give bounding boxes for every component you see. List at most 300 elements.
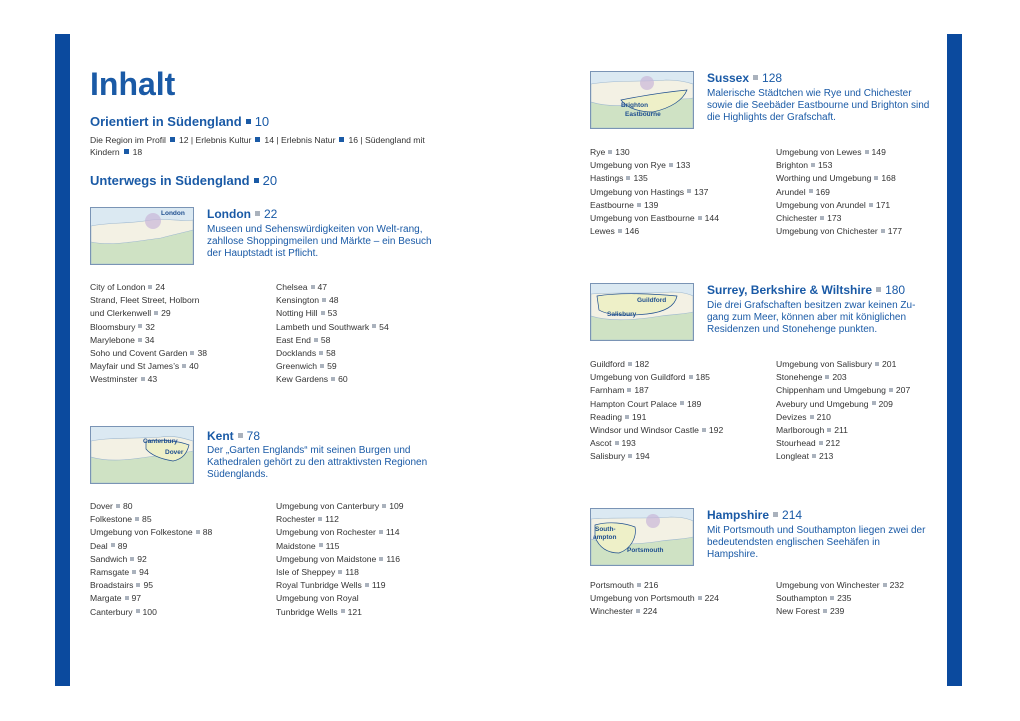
place-name: Umgebung von Canterbury [276, 501, 380, 511]
place-entry[interactable] [276, 566, 404, 579]
square-marker-icon [872, 401, 876, 405]
place-page: 100 [142, 606, 157, 617]
place-name: Devizes [776, 411, 807, 422]
place-entry[interactable] [90, 360, 207, 373]
place-page: 187 [634, 385, 649, 396]
place-entry[interactable] [776, 384, 910, 397]
place-name: Stourhead [776, 438, 816, 449]
place-name: Worthing und Umgebung [776, 173, 872, 184]
square-marker-icon [125, 596, 129, 600]
square-marker-icon [698, 596, 702, 600]
section-unterwegs[interactable] [90, 173, 277, 188]
square-marker-icon [628, 454, 632, 458]
place-entry[interactable] [276, 500, 404, 513]
square-marker-icon [331, 377, 335, 381]
square-marker-icon [379, 530, 383, 534]
square-marker-icon [881, 229, 885, 233]
place-page: 88 [202, 527, 213, 538]
square-marker-icon [874, 176, 878, 180]
place-page: 121 [347, 606, 362, 617]
profile-item-label[interactable]: Erlebnis Natur [281, 135, 336, 145]
place-entry[interactable] [590, 172, 719, 185]
place-page: 144 [704, 213, 719, 224]
place-name: Ascot [590, 438, 612, 449]
region-description: Malerische Städtchen wie Rye und Chichester sowie die Seebäder Eastbourne und Brighton sind die Highlights der Grafschaft. [707, 88, 930, 123]
place-name: Notting Hill [276, 308, 318, 319]
hampshire-places-col1 [590, 579, 719, 619]
place-entry[interactable] [776, 186, 902, 199]
place-entry[interactable] [590, 384, 723, 397]
map-label: South- [595, 526, 616, 533]
place-page: 43 [147, 374, 158, 385]
place-entry[interactable] [590, 579, 719, 592]
place-name: Ramsgate [90, 567, 130, 578]
square-marker-icon [338, 570, 342, 574]
place-entry[interactable] [776, 579, 904, 592]
place-name: Umgebung von Eastbourne [590, 213, 695, 224]
square-marker-icon [827, 428, 831, 432]
square-marker-icon [254, 178, 259, 183]
place-name: Guildford [590, 359, 625, 369]
section-orientiert-page: 10 [254, 114, 270, 129]
square-marker-icon [138, 338, 142, 342]
place-entry[interactable] [776, 450, 910, 463]
square-marker-icon [615, 441, 619, 445]
place-name: Umgebung von Hastings [590, 186, 685, 197]
place-name: New Forest [776, 606, 820, 617]
place-entry[interactable] [776, 424, 910, 437]
square-marker-icon [812, 454, 816, 458]
place-name: Lambeth und Southwark [276, 321, 370, 332]
place-entry[interactable] [590, 605, 719, 618]
place-name: Umgebung von Portsmouth [590, 593, 695, 604]
map-label: Brighton [621, 102, 649, 109]
place-page: 207 [895, 385, 911, 396]
place-entry[interactable] [276, 592, 404, 605]
place-name: Brighton [776, 160, 809, 171]
place-name: Umgebung von Guildford [590, 372, 686, 383]
place-page: 192 [708, 425, 724, 436]
place-page: 224 [642, 606, 658, 617]
place-entry[interactable] [90, 513, 212, 526]
sussex-places-col2 [776, 146, 902, 238]
profile-chapter-list [90, 134, 440, 158]
place-entry[interactable] [776, 199, 902, 212]
square-marker-icon [819, 441, 823, 445]
square-marker-icon [618, 229, 622, 233]
place-page: 97 [131, 593, 142, 604]
place-entry[interactable] [776, 172, 902, 185]
region-description: Die drei Grafschaften besitzen zwar keinen Zu-gang zum Meer, können aber mit königlichen Residenzen und Stonehenge punkten. [707, 300, 916, 335]
place-name: Hampton Court Palace [590, 398, 677, 409]
place-page: 173 [827, 213, 842, 224]
place-entry[interactable] [590, 592, 719, 605]
square-marker-icon [136, 609, 140, 613]
region-description: Museen und Sehenswürdigkeiten von Welt-rang, zahllose Shoppingmeilen und Märkte – ein Besuch der Hauptstadt ist Pflicht. [207, 224, 432, 259]
place-page: 137 [694, 186, 709, 197]
section-orientiert[interactable] [90, 114, 269, 129]
place-page: 40 [189, 361, 199, 372]
region-page: 180 [885, 283, 906, 297]
region-heading-london[interactable] [207, 207, 277, 221]
place-entry[interactable] [776, 212, 902, 225]
map-label: Salisbury [607, 311, 637, 318]
region-heading-kent[interactable] [207, 429, 260, 443]
place-entry[interactable] [776, 159, 902, 172]
map-graphic [591, 72, 693, 128]
place-name: Broadstairs [90, 580, 134, 591]
place-page: 153 [818, 160, 833, 171]
square-marker-icon [627, 388, 631, 392]
place-page: 211 [834, 425, 848, 436]
place-page: 185 [695, 372, 710, 383]
place-entry[interactable] [590, 398, 723, 411]
place-page: 201 [882, 359, 897, 369]
profile-item-label[interactable]: Kindern [90, 147, 120, 157]
square-marker-icon [889, 388, 893, 392]
place-entry[interactable] [590, 358, 723, 371]
place-entry[interactable] [590, 450, 723, 463]
place-entry[interactable] [276, 540, 404, 553]
region-name: Kent [207, 429, 234, 443]
place-page: 213 [818, 451, 834, 462]
place-page: 130 [615, 147, 630, 157]
place-entry[interactable] [590, 411, 723, 424]
place-page: 109 [389, 501, 404, 511]
place-entry[interactable] [776, 411, 910, 424]
place-name: Umgebung von Folkestone [90, 527, 193, 538]
region-page: 214 [782, 508, 803, 522]
place-page: 149 [871, 147, 886, 157]
profile-item-page: 16 [348, 135, 359, 145]
map-label: Guildford [637, 297, 667, 304]
place-page: 53 [327, 308, 338, 319]
separator: | [276, 135, 279, 145]
place-page: 191 [632, 411, 647, 422]
place-page: 48 [329, 295, 339, 306]
place-entry[interactable] [776, 371, 910, 384]
square-marker-icon [321, 311, 325, 315]
region-name: London [207, 207, 251, 221]
square-marker-icon [883, 583, 887, 587]
place-name: Umgebung von Chichester [776, 226, 878, 237]
place-entry[interactable] [590, 437, 723, 450]
london-places-col1 [90, 281, 207, 387]
square-marker-icon [869, 203, 873, 207]
place-page: 216 [643, 580, 659, 590]
place-name: Strand, Fleet Street, Holborn [90, 295, 200, 306]
place-page: 118 [345, 567, 359, 578]
square-marker-icon [190, 351, 194, 355]
place-name: Eastbourne [590, 199, 634, 210]
place-entry[interactable] [276, 334, 389, 347]
square-marker-icon [382, 504, 386, 508]
london-places-col2 [276, 281, 389, 387]
place-page: 182 [634, 359, 650, 369]
region-heading-sussex[interactable] [707, 71, 782, 85]
region-page: 78 [246, 429, 261, 443]
square-marker-icon [773, 512, 778, 517]
region-name: Sussex [707, 71, 750, 85]
place-entry[interactable] [276, 606, 404, 619]
square-marker-icon [865, 150, 869, 154]
kent-places-col2 [276, 500, 404, 619]
place-entry[interactable] [90, 373, 207, 386]
place-name: Umgebung von Lewes [776, 147, 862, 157]
place-name: Royal Tunbridge Wells [276, 580, 362, 591]
place-name: Farnham [590, 385, 625, 396]
square-marker-icon [255, 137, 260, 142]
square-marker-icon [698, 216, 702, 220]
place-entry[interactable] [276, 281, 389, 294]
place-page: 203 [832, 372, 847, 383]
square-marker-icon [687, 189, 691, 193]
surrey-region-map [590, 283, 694, 341]
place-entry[interactable] [590, 186, 719, 199]
square-marker-icon [608, 150, 612, 154]
place-page: 38 [197, 348, 208, 359]
place-name: Marlborough [776, 425, 825, 436]
place-page: 114 [385, 527, 400, 538]
place-entry[interactable] [90, 307, 207, 320]
right-edge-band [947, 34, 962, 686]
place-entry[interactable] [90, 592, 212, 605]
place-page: 116 [386, 553, 401, 564]
square-marker-icon [820, 216, 824, 220]
place-page: 24 [155, 282, 165, 292]
place-entry[interactable] [276, 526, 404, 539]
place-entry[interactable] [590, 225, 719, 238]
place-entry[interactable] [90, 606, 212, 619]
place-entry[interactable] [590, 199, 719, 212]
place-page: 146 [624, 226, 640, 237]
hampshire-places-col2 [776, 579, 904, 619]
place-name: Dover [90, 501, 113, 511]
square-marker-icon [680, 401, 684, 405]
place-page: 133 [675, 160, 691, 171]
place-entry[interactable] [776, 437, 910, 450]
map-label: Canterbury [143, 438, 178, 445]
square-marker-icon [637, 583, 641, 587]
place-entry[interactable] [90, 579, 212, 592]
place-entry[interactable] [90, 321, 207, 334]
separator: | [360, 135, 363, 145]
place-page: 94 [139, 567, 149, 578]
section-unterwegs-label: Unterwegs in Südengland [90, 173, 250, 188]
place-name: Marylebone [90, 334, 135, 345]
place-entry[interactable] [90, 526, 212, 539]
place-name: Kensington [276, 295, 320, 306]
place-name: East End [276, 334, 311, 345]
place-page: 34 [144, 334, 155, 345]
place-name: und Clerkenwell [90, 308, 152, 319]
square-marker-icon [135, 517, 139, 521]
place-entry[interactable] [776, 605, 904, 618]
place-entry[interactable] [590, 212, 719, 225]
square-marker-icon [811, 163, 815, 167]
place-name: Kew Gardens [276, 374, 329, 385]
place-page: 168 [881, 173, 896, 184]
sussex-region-map [590, 71, 694, 129]
place-entry[interactable] [590, 371, 723, 384]
place-entry[interactable] [776, 225, 902, 238]
square-marker-icon [322, 298, 326, 302]
left-edge-band [55, 34, 70, 686]
map-label: Dover [165, 449, 184, 456]
place-entry[interactable] [590, 424, 723, 437]
region-heading-hampshire[interactable] [707, 508, 802, 522]
place-entry[interactable] [276, 307, 389, 320]
place-page: 224 [704, 593, 719, 604]
place-entry[interactable] [90, 294, 207, 307]
place-page: 47 [317, 282, 328, 292]
place-name: Docklands [276, 348, 317, 359]
place-entry[interactable] [776, 146, 902, 159]
square-marker-icon [116, 504, 120, 508]
profile-item-label[interactable]: Die Region im Profil [90, 135, 166, 145]
place-page: 177 [887, 226, 903, 237]
square-marker-icon [314, 338, 318, 342]
place-name: Deal [90, 540, 108, 551]
place-page: 54 [379, 321, 389, 332]
place-entry[interactable] [276, 513, 404, 526]
place-page: 115 [325, 540, 340, 551]
profile-item-page: 14 [264, 135, 274, 145]
square-marker-icon [689, 375, 693, 379]
square-marker-icon [339, 137, 344, 142]
kent-places-col1 [90, 500, 212, 619]
place-name: Soho und Covent Garden [90, 348, 188, 359]
map-label: ampton [593, 534, 617, 541]
place-name: Hastings [590, 173, 624, 184]
profile-item-page: 12 [178, 135, 189, 145]
kent-region-map [90, 426, 194, 484]
square-marker-icon [669, 163, 673, 167]
square-marker-icon [238, 433, 243, 438]
square-marker-icon [136, 583, 140, 587]
place-page: 189 [686, 398, 702, 409]
place-entry[interactable] [776, 358, 910, 371]
place-page: 60 [338, 374, 348, 385]
square-marker-icon [825, 375, 829, 379]
place-page: 32 [145, 321, 155, 332]
place-name: Umgebung von Winchester [776, 580, 880, 590]
place-page: 112 [325, 514, 339, 525]
place-entry[interactable] [276, 347, 389, 360]
place-name: Canterbury [90, 606, 133, 617]
square-marker-icon [246, 119, 251, 124]
place-name: Chelsea [276, 282, 308, 292]
place-name: Arundel [776, 186, 806, 197]
place-page: 193 [621, 438, 636, 449]
region-name: Hampshire [707, 508, 770, 522]
place-entry[interactable] [590, 159, 719, 172]
place-page: 139 [643, 199, 659, 210]
place-page: 171 [875, 199, 891, 210]
square-marker-icon [196, 530, 200, 534]
square-marker-icon [637, 203, 641, 207]
square-marker-icon [154, 311, 158, 315]
place-entry[interactable] [276, 373, 389, 386]
place-entry[interactable] [776, 592, 904, 605]
square-marker-icon [628, 362, 632, 366]
place-name: Rye [590, 147, 606, 157]
map-label: Eastbourne [625, 111, 661, 118]
place-page: 59 [327, 361, 337, 372]
place-name: City of London [90, 282, 146, 292]
square-marker-icon [170, 137, 175, 142]
place-entry[interactable] [90, 553, 212, 566]
place-entry[interactable] [90, 500, 212, 513]
square-marker-icon [636, 609, 640, 613]
place-name: Umgebung von Maidstone [276, 553, 377, 564]
square-marker-icon [809, 189, 813, 193]
profile-item-label[interactable]: Erlebnis Kultur [195, 135, 252, 145]
square-marker-icon [148, 285, 152, 289]
place-page: 58 [326, 348, 336, 359]
place-page: 89 [117, 540, 128, 551]
square-marker-icon [626, 176, 630, 180]
place-entry[interactable] [276, 294, 389, 307]
place-name: Greenwich [276, 361, 318, 372]
place-entry[interactable] [776, 398, 910, 411]
region-description: Der „Garten Englands“ mit seinen Burgen und Kathedralen gehört zu den attraktivsten Regionen Südenglands. [207, 445, 428, 480]
region-page: 128 [762, 71, 783, 85]
square-marker-icon [823, 609, 827, 613]
map-label: Portsmouth [627, 547, 664, 554]
place-entry[interactable] [90, 334, 207, 347]
place-name: Umgebung von Rye [590, 160, 666, 171]
square-marker-icon [702, 428, 706, 432]
place-name: Umgebung von Royal [276, 593, 359, 604]
place-entry[interactable] [90, 566, 212, 579]
region-page: 22 [263, 207, 278, 221]
place-entry[interactable] [90, 540, 212, 553]
place-page: 210 [816, 411, 831, 422]
place-entry[interactable] [276, 579, 404, 592]
london-region-map [90, 207, 194, 265]
place-name: Stonehenge [776, 372, 823, 383]
place-page: 209 [878, 398, 893, 409]
region-heading-surrey[interactable] [707, 283, 905, 297]
page-title: Inhalt [90, 66, 176, 102]
region-name: Surrey, Berkshire & Wiltshire [707, 283, 873, 297]
place-page: 119 [371, 580, 386, 591]
separator: | [190, 135, 194, 145]
place-entry[interactable] [276, 360, 389, 373]
place-entry[interactable] [590, 146, 719, 159]
profile-item-label[interactable]: Südengland mit [365, 135, 425, 145]
place-entry[interactable] [276, 321, 389, 334]
profile-item-page: 18 [132, 147, 143, 157]
place-entry[interactable] [276, 553, 404, 566]
place-name: Sandwich [90, 553, 128, 564]
place-page: 169 [815, 186, 830, 197]
place-name: Umgebung von Arundel [776, 199, 866, 210]
place-entry[interactable] [90, 347, 207, 360]
place-name: Chichester [776, 213, 818, 224]
place-page: 232 [889, 580, 904, 590]
place-entry[interactable] [90, 281, 207, 294]
hampshire-region-map [590, 508, 694, 566]
square-marker-icon [830, 596, 834, 600]
place-name: Rochester [276, 514, 316, 525]
map-label: London [161, 210, 185, 217]
square-marker-icon [141, 377, 145, 381]
place-name: Mayfair und St James’s [90, 361, 180, 372]
square-marker-icon [319, 351, 323, 355]
place-name: Isle of Sheppey [276, 567, 336, 578]
